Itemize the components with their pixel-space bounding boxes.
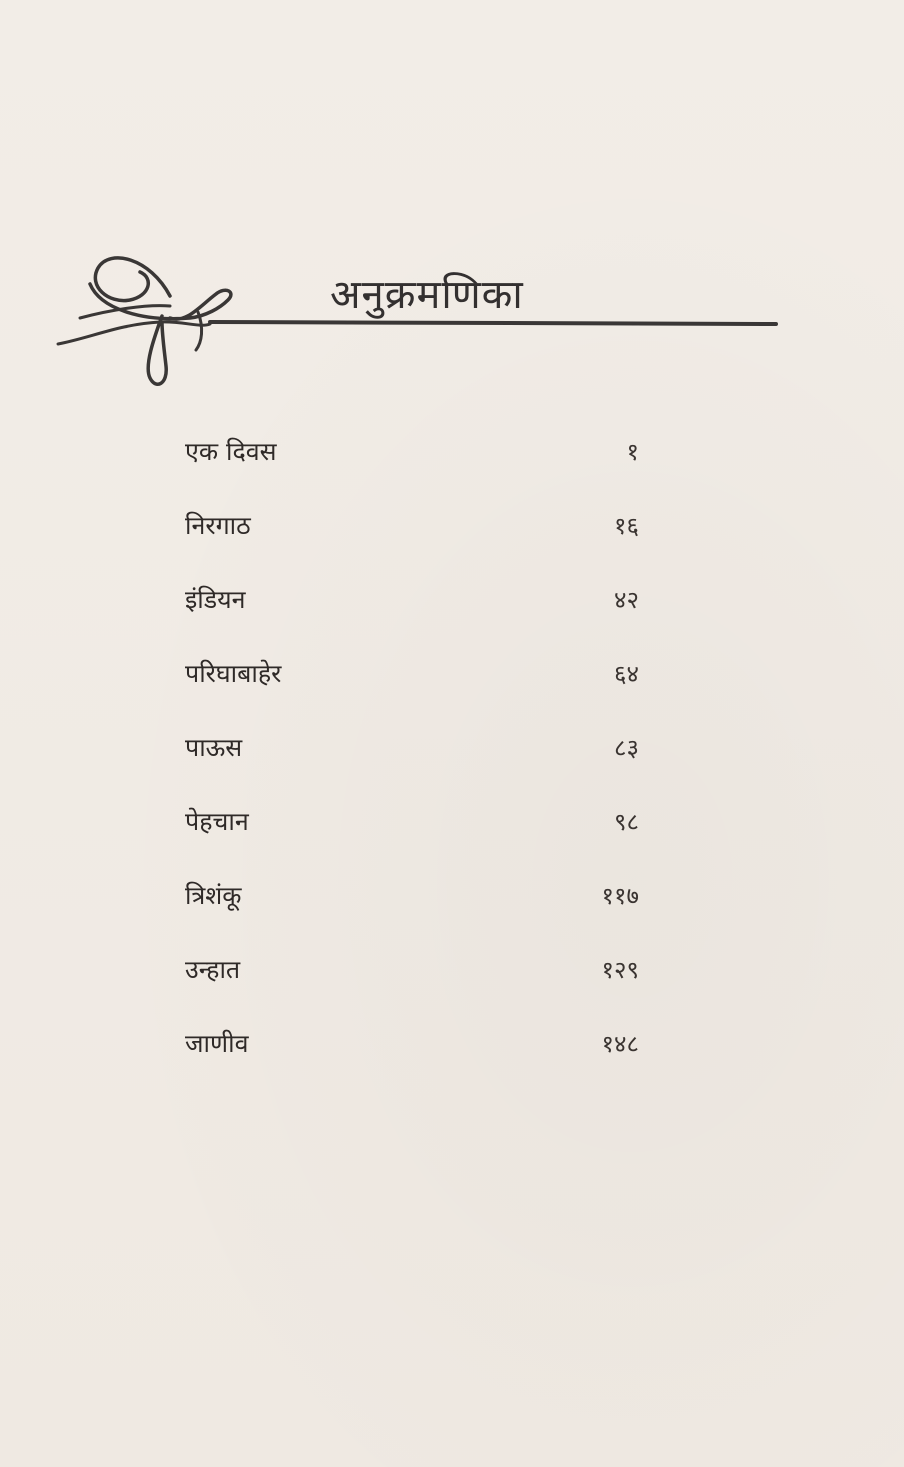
table-of-contents (185, 432, 645, 1098)
toc-entry-page: १६ (614, 512, 639, 540)
toc-entry-title: उन्हात (185, 955, 241, 984)
toc-entry[interactable] (185, 654, 645, 728)
toc-entry-page: ४२ (614, 586, 639, 614)
toc-entry[interactable] (185, 802, 645, 876)
toc-entry-title: पेहचान (185, 807, 249, 836)
toc-entry-page: १ (626, 438, 639, 466)
toc-entry[interactable] (185, 876, 645, 950)
toc-entry-page: ११७ (601, 882, 639, 910)
toc-entry-title: पाऊस (185, 733, 243, 762)
toc-entry-page: ९८ (614, 808, 639, 836)
toc-entry-title: त्रिशंकू (185, 881, 242, 910)
toc-entry[interactable] (185, 432, 645, 506)
toc-entry[interactable] (185, 950, 645, 1024)
toc-entry-title: इंडियन (185, 585, 246, 614)
toc-entry-title: परिघाबाहेर (185, 659, 282, 688)
toc-entry-title: निरगाठ (185, 511, 251, 540)
toc-entry-page: ८३ (614, 734, 639, 762)
toc-entry[interactable] (185, 506, 645, 580)
toc-entry[interactable] (185, 728, 645, 802)
toc-entry[interactable] (185, 580, 645, 654)
contents-header (0, 0, 904, 400)
toc-entry-title: एक दिवस (185, 437, 277, 466)
page-title: अनुक्रमणिका (330, 271, 524, 318)
toc-entry-page: ६४ (614, 660, 639, 688)
toc-entry-page: १४८ (601, 1030, 639, 1058)
toc-entry[interactable] (185, 1024, 645, 1098)
toc-entry-page: १२९ (601, 956, 639, 984)
toc-entry-title: जाणीव (185, 1029, 249, 1058)
